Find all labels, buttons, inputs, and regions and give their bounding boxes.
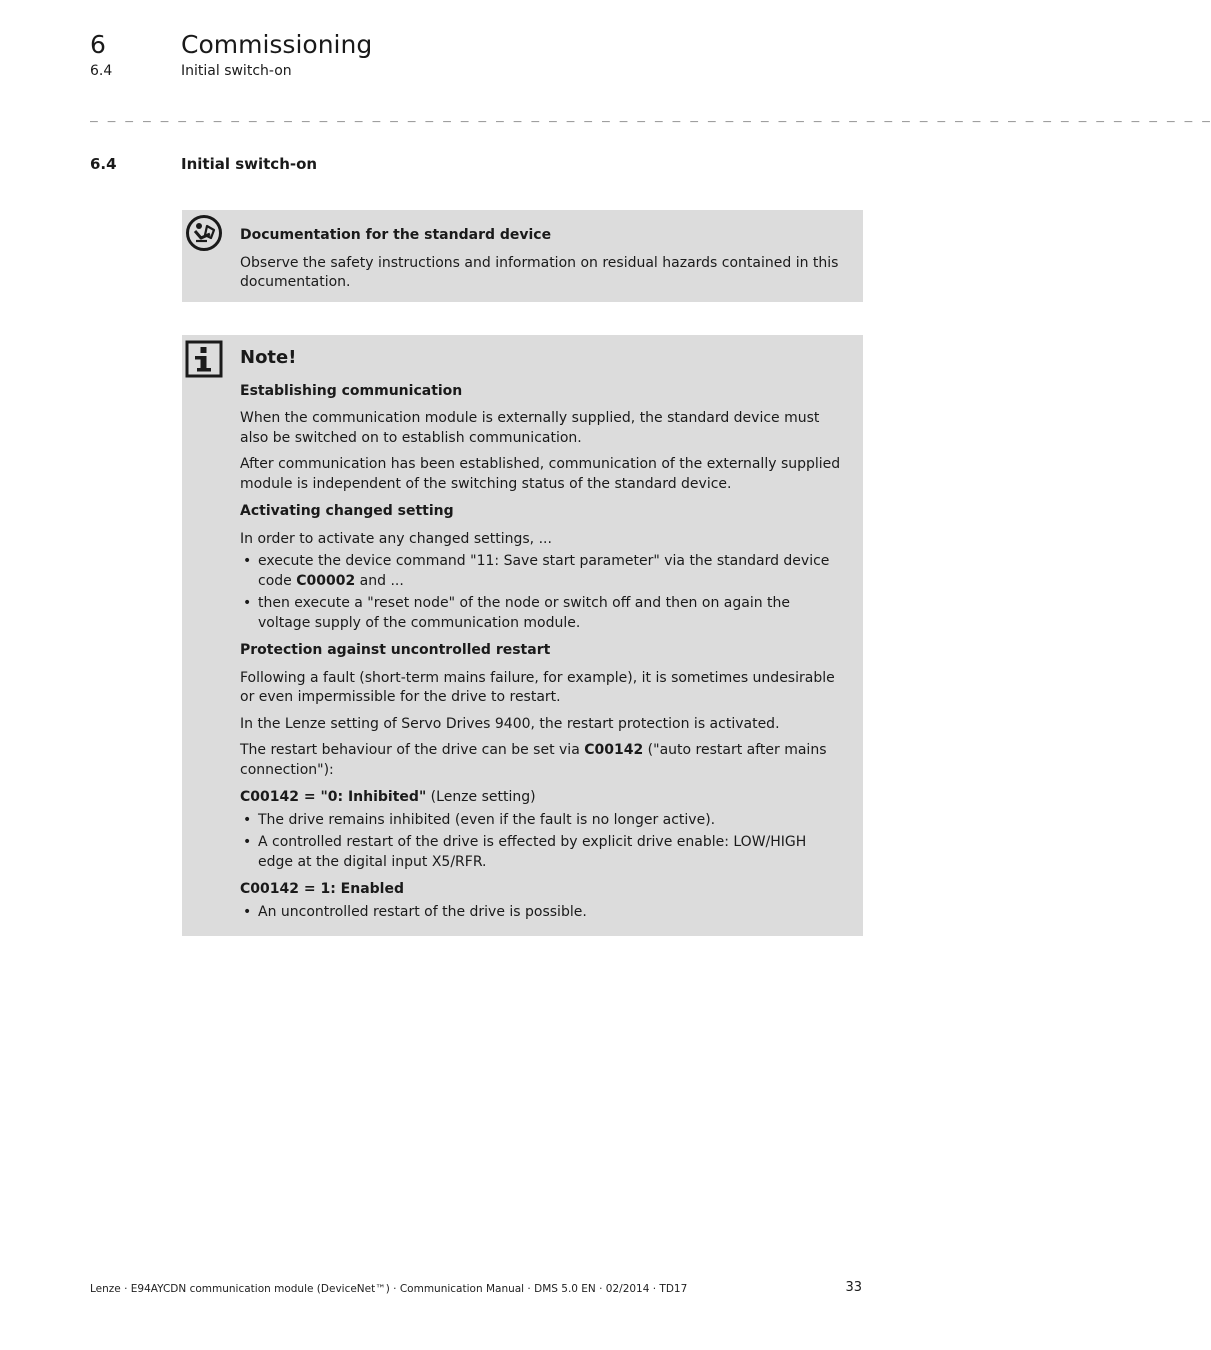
- bullet-icon: •: [243, 903, 252, 920]
- setting-value: C00142 = "0: Inhibited": [240, 789, 427, 805]
- paragraph-text: The restart behaviour of the drive can be set via: [240, 742, 585, 758]
- code-reference: C00002: [296, 572, 356, 589]
- read-manual-icon: [185, 214, 223, 252]
- chapter-number: 6: [90, 30, 106, 59]
- paragraph-text: ("auto restart after mains connection"):: [240, 742, 827, 778]
- chapter-title: Commissioning: [181, 30, 373, 59]
- list-item-text: An uncontrolled restart of the drive is possible.: [258, 903, 587, 920]
- list-item-text: A controlled restart of the drive is effected by explicit drive enable: LOW/HIGH edge at the digital input X5/RFR.: [258, 834, 807, 870]
- setting-heading: C00142 = 1: Enabled: [240, 881, 404, 897]
- setting-heading: [240, 788, 845, 808]
- list-item: [240, 903, 845, 923]
- note-paragraph: After communication has been established, communication of the externally supplied module is independent of the switching status of the standard device.: [240, 456, 841, 492]
- note-heading-communication: Establishing communication: [240, 382, 463, 399]
- documentation-box: [182, 210, 863, 302]
- footer-text: Lenze · E94AYCDN communication module (DeviceNet™) · Communication Manual · DMS 5.0 EN · 02/2014 · TD17: [90, 1283, 688, 1295]
- list-item: [240, 594, 845, 633]
- header-section-number: 6.4: [90, 63, 113, 79]
- note-paragraph: When the communication module is externally supplied, the standard device must also be switched on to establish communication.: [240, 410, 820, 446]
- note-paragraph: In order to activate any changed settings, ...: [240, 530, 552, 547]
- list-item: [240, 552, 845, 591]
- header-separator: _ _ _ _ _ _ _ _ _ _ _ _ _ _ _ _ _ _ _ _ _ _ _ _ _ _ _ _ _ _ _ _ _ _ _ _ _ _ _ _ _ _ _ _ _ _ _ _ _ _ _ _ _ _ _ _ _ _ _ _ _ _ _ _: [90, 108, 1211, 123]
- list-item-text: execute the device command "11: Save start parameter" via the standard device code: [258, 553, 830, 589]
- bullet-icon: •: [243, 811, 252, 828]
- note-paragraph: In the Lenze setting of Servo Drives 9400, the restart protection is activated.: [240, 715, 780, 732]
- note-heading-activating: Activating changed setting: [240, 503, 454, 519]
- section-number: 6.4: [90, 155, 117, 173]
- info-icon: [185, 340, 223, 378]
- note-paragraph: Following a fault (short-term mains failure, for example), it is sometimes undesirable or even impermissible for the drive to restart.: [240, 669, 835, 705]
- list-item: [240, 811, 845, 831]
- setting-note: (Lenze setting): [426, 789, 536, 805]
- doc-box-title: Documentation for the standard device: [240, 227, 552, 243]
- page-number: 33: [845, 1280, 862, 1295]
- bullet-icon: •: [243, 595, 252, 611]
- list-item-text: then execute a "reset node" of the node or switch off and then on again the voltage supply of the communication module.: [258, 595, 791, 631]
- list-item: [240, 833, 845, 872]
- note-heading-protection: Protection against uncontrolled restart: [240, 642, 551, 658]
- bullet-icon: •: [243, 834, 252, 850]
- list-item-text: and ...: [355, 572, 404, 589]
- note-title: Note!: [240, 347, 297, 368]
- doc-box-text: Observe the safety instructions and information on residual hazards contained in this documentation.: [240, 254, 839, 290]
- note-paragraph: [240, 741, 845, 780]
- code-reference: C00142: [584, 742, 644, 758]
- bullet-icon: •: [243, 553, 252, 569]
- note-box: [182, 335, 863, 936]
- section-title: Initial switch-on: [181, 155, 318, 173]
- header-section-title: Initial switch-on: [181, 63, 292, 79]
- list-item-text: The drive remains inhibited (even if the fault is no longer active).: [258, 811, 716, 828]
